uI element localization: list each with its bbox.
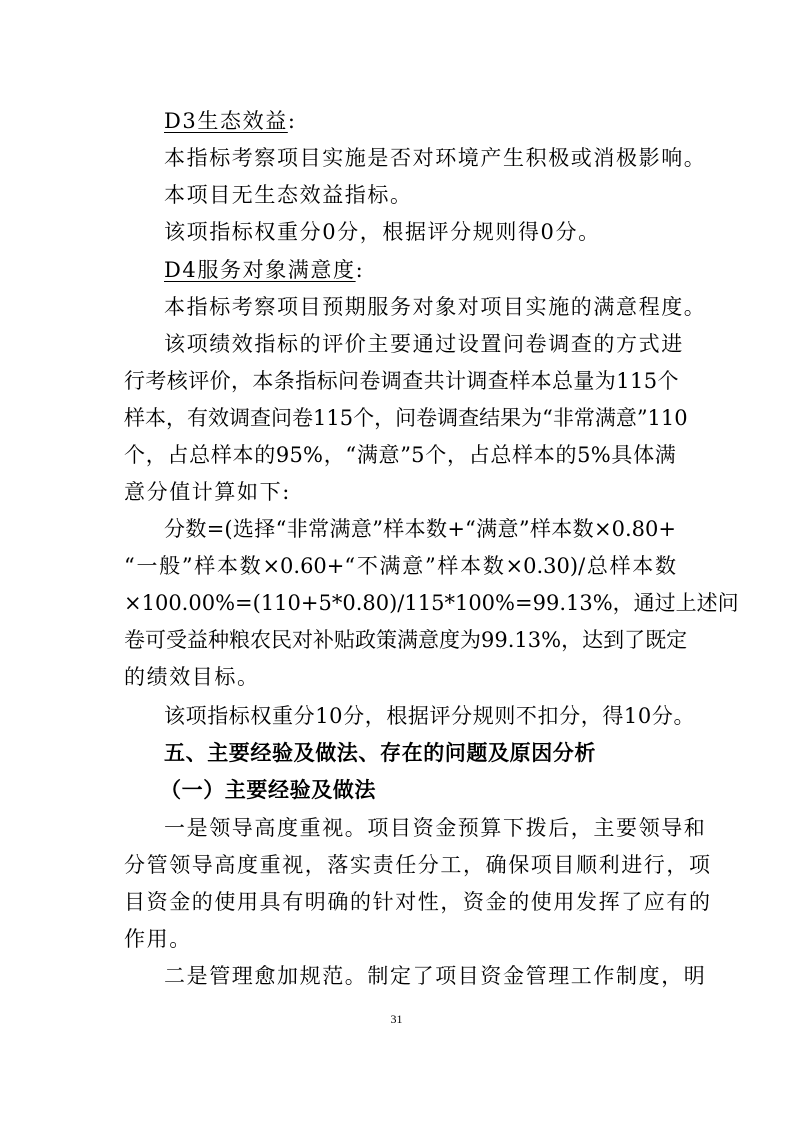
heading-d4-title: D4服务对象满意度 <box>164 258 356 282</box>
paragraph-line: 分管领导高度重视，落实责任分工，确保项目顺利进行，项 <box>124 853 712 877</box>
paragraph-line: 该项指标权重分10分，根据评分规则不扣分，得10分。 <box>164 704 696 728</box>
heading-d4 <box>164 257 676 283</box>
subsection-heading: （一）主要经验及做法 <box>160 778 376 802</box>
paragraph-line: 本指标考察项目实施是否对环境产生积极或消极影响。 <box>164 146 707 170</box>
paragraph-line: 意分值计算如下: <box>124 480 291 504</box>
formula-line: “一般”样本数×0.60+“不满意”样本数×0.30)/总样本数 <box>124 554 676 578</box>
paragraph-line: 样本，有效调查问卷115个，问卷调查结果为“非常满意”110 <box>124 406 688 430</box>
heading-d3-colon: : <box>287 109 297 133</box>
section-heading: 五、主要经验及做法、存在的问题及原因分析 <box>164 741 596 765</box>
paragraph-line: 该项指标权重分0分，根据评分规则得0分。 <box>164 220 601 244</box>
page-number: 31 <box>390 1012 403 1026</box>
heading-d3-title: D3生态效益 <box>164 109 288 133</box>
paragraph-line: 目资金的使用具有明确的针对性，资金的使用发挥了应有的 <box>124 890 712 914</box>
heading-d3 <box>164 108 676 134</box>
formula-line: ×100.00%=(110+5*0.80)/115*100%=99.13%，通过上述问 <box>124 591 739 615</box>
paragraph-line: 作用。 <box>124 927 192 951</box>
paragraph-line: 该项绩效指标的评价主要通过设置问卷调查的方式进 <box>164 332 684 356</box>
paragraph-line: 本指标考察项目预期服务对象对项目实施的满意程度。 <box>164 295 707 319</box>
paragraph-line: 二是管理愈加规范。制定了项目资金管理工作制度，明 <box>164 964 707 988</box>
paragraph-line: 本项目无生态效益指标。 <box>164 183 413 207</box>
paragraph-line: 的绩效目标。 <box>124 665 260 689</box>
paragraph-line: 行考核评价，本条指标问卷调查共计调查样本总量为115个 <box>124 369 679 393</box>
paragraph-line: 个，占总样本的95%，“满意”5个，占总样本的5%具体满 <box>124 443 676 467</box>
heading-d4-colon: : <box>355 258 365 282</box>
paragraph-line: 一是领导高度重视。项目资金预算下拨后，主要领导和 <box>164 816 707 840</box>
formula-line: 分数=(选择“非常满意”样本数+“满意”样本数×0.80+ <box>164 517 676 541</box>
paragraph-line: 卷可受益种粮农民对补贴政策满意度为99.13%，达到了既定 <box>124 628 688 652</box>
